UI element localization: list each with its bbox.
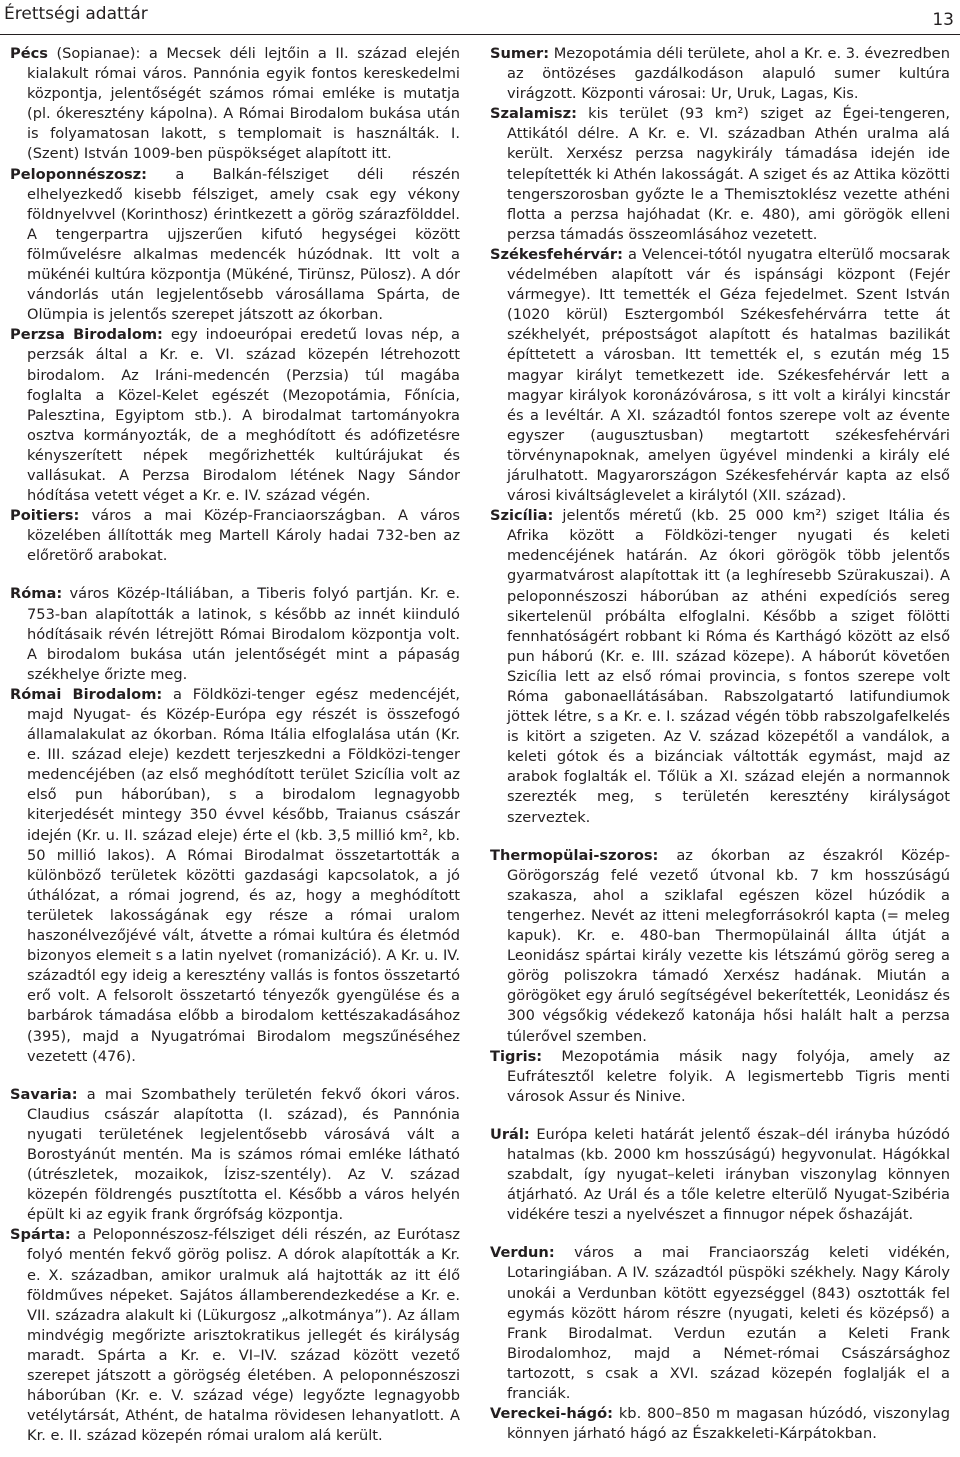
entry-definition: a Földközi-tenger egész medencéjét, majd Nyugat- és Közép-Európa egy részét is összefogó államalakulat az ókorban. Róma Itália elfoglalása után (Kr. e. III. század eleje) kezdett terjeszkedni a Földközi-tenger medencéjében (az első meghódított terület Szicília volt az első pun háborúban), s a birodalom legnagyobb kiterjedését mintegy 350 évvel később, Traianus császár idején (Kr. u. II. század eleje) érte el (kb. 3,5 millió km², kb. 50 millió lakos). A Római Birodalmat összetartották a különböző területek közötti gazdasági kapcsolatok, a jó úthálózat, a római jogrend, és az, hogy a meghódított területek lakosságának egy része a római uralom haszonélvezőjévé vált, átvette a római kultúra és életmód bizonyos elemeit s a latin nyelvet (romanizáció). A Kr. u. IV. századtól egy ideig a keresztény vallás is fontos összetartó erő volt. A felsorolt összetartó tényezők gyengülése és a barbárok támadása előbb a birodalom kettészakadásához (395), majd a Nyugatrómai Birodalom megszűnéséhez vezetett (476).	[27, 685, 461, 1065]
header-rule	[0, 34, 960, 35]
glossary-entry	[10, 685, 460, 1067]
glossary-entry	[490, 44, 950, 104]
entry-term: Vereckei-hágó:	[490, 1405, 613, 1423]
entry-term: Savaria:	[10, 1085, 78, 1103]
entry-definition: kis terület (93 km²) sziget az Égei-tengeren, Attikától délre. A Kr. e. VI. században Athén uralma alá került. Xerxész perzsa nagykirály támadása idején ide telepítették ki Athén lakosságát. A sziget és az Attika közötti tengerszorosban győzte le a Themisztoklész vezette athéni flotta a perzsa hajóhadat (Kr. e. 480), ami görögök elleni perzsa támadás összeomlásához vezetett.	[507, 105, 950, 243]
entry-definition: város a mai Közép-Franciaországban. A város közelében állították meg Martell Károly hadai 732-ben az előretörő arabokat.	[27, 507, 460, 565]
entry-definition: kb. 800–850 m magasan húzódó, viszonylag könnyen járható hágó az Északkeleti-Kárpátokban.	[507, 1405, 950, 1443]
entry-definition: Mezopotámia déli területe, ahol a Kr. e. 3. évezredben az öntözéses gazdálkodáson alapuló sumer kultúra virágzott. Központi városai: Ur, Uruk, Lagas, Kis.	[507, 45, 950, 103]
entry-term: Perzsa Birodalom:	[10, 326, 163, 344]
glossary-entry	[10, 506, 460, 566]
glossary-entry	[490, 1404, 950, 1444]
glossary-entry	[490, 245, 950, 506]
entry-term: Thermopülai-szoros:	[490, 846, 659, 864]
entry-definition: város a mai Franciaország keleti vidékén, Lotaringiában. A IV. századtól püspöki székhely. Nagy Károly unokái a Verdunban kötött egyezséggel (843) osztották fel egymás között három részre (nyugati, keleti és középső) a Frank Birodalmat. Verdun ezután a Keleti Frank Birodalomhoz, majd a Német-római Császársághoz tartozott, s csak a XVI. század közepén foglalják el a franciák.	[507, 1244, 950, 1402]
entry-term: Székesfehérvár:	[490, 245, 623, 263]
page-number: 13	[932, 10, 954, 30]
glossary-entry	[490, 1125, 950, 1225]
entry-term: Urál:	[490, 1125, 530, 1143]
glossary-entry	[10, 1085, 460, 1226]
entry-term: Tigris:	[490, 1047, 543, 1065]
entry-term: Peloponnészosz:	[10, 165, 147, 183]
entry-term: Sumer:	[490, 45, 550, 62]
entry-term: Szalamisz:	[490, 105, 577, 123]
entry-definition: Európa keleti határát jelentő észak–dél irányba húzódó hatalmas (kb. 2000 km hosszúságú) hegyvonulat. Hágókkal szabdalt, így nyugat–keleti irányban viszonylag könnyen átjárható. Az Urál és a tőle keletre elterülő Nyugat-Szibéria vidékére teszi a nyelvészet a finnugor népek őshazáját.	[507, 1125, 950, 1224]
glossary-entry	[490, 846, 950, 1047]
glossary-entry	[10, 325, 460, 506]
glossary-entry	[490, 1243, 950, 1404]
glossary-entry	[10, 1225, 460, 1446]
glossary-entry	[490, 1047, 950, 1107]
entry-term: Spárta:	[10, 1226, 71, 1244]
entry-term: Pécs	[10, 45, 48, 62]
glossary-entry	[10, 44, 460, 165]
entry-definition: a Balkán-félsziget déli részén elhelyezkedő kisebb félsziget, amely csak egy vékony földnyelvvel (Korinthosz) érintkezett a görög szárazfölddel. A tengerpartra ujjszerűen kifutó hegységei között fölművelésre alkalmas medencék húzódnak. Itt volt a mükénéi kultúra központja (Mükéné, Tirünsz, Pülosz). A dór vándorlás után legjelentősebb városállama Spárta, de Olümpia is jelentős szerepet játszott az ókorban.	[27, 165, 460, 324]
entry-term: Római Birodalom:	[10, 685, 163, 703]
left-column	[10, 44, 460, 1446]
entry-definition: egy indoeurópai eredetű lovas nép, a perzsák által a Kr. e. VI. század közepén létrehozott birodalom. Az Iráni-medencén (Perzsia) túl magába foglalta a Közel-Kelet egészét (Mezopotámia, Főnícia, Palesztina, Egyiptom stb.). A birodalmat tartományokra osztva kormányozták, de a meghódított és adófizetésre kényszerített népek megőrizhették kultúrájukat és vallásukat. A Perzsa Birodalom létének Nagy Sándor hódítása vetett véget a Kr. e. IV. század végén.	[27, 326, 460, 505]
entry-definition: város Közép-Itáliában, a Tiberis folyó partján. Kr. e. 753-ban alapították a latinok, s később az innét kiinduló hódításaik révén létrejött Római Birodalom központja volt. A birodalom bukása után jelentőségét mint a pápaság székhelye őrizte meg.	[27, 585, 460, 683]
entry-definition: Mezopotámia másik nagy folyója, amely az Eufrátesztől keletre folyik. A legismertebb Tigris menti városok Assur és Ninive.	[507, 1047, 950, 1105]
entry-definition: a Peloponnészosz-félsziget déli részén, az Eurótasz folyó mentén fekvő görög polisz. A dórok alapították a Kr. e. X. században, amikor uralmuk alá hajtották az itt élő földműves népeket. Sajátos államberendezkedése a Kr. e. VII. századra alakult ki (Lükurgosz „alkotmánya”). Az állam mindvégig megőrizte arisztokratikus jellegét és királyság maradt. Spárta a Kr. e. VI–IV. század között vezető szerepet játszott a görögség életében. A peloponnészoszi háborúban (Kr. e. V. század vége) legyőzte legnagyobb vetélytársát, Athént, de hatalma rövidesen lehanyatlott. A Kr. e. II. század közepén római uralom alá került.	[27, 1226, 460, 1445]
entry-term: Verdun:	[490, 1244, 555, 1262]
entry-term: Róma:	[10, 585, 63, 603]
entry-definition: az ókorban az északról Közép-Görögország felé vezető útvonal kb. 7 km hosszúságú szakasza, ahol a sziklafal egészen közel húzódik a tengerhez. Nevét az itteni melegforrásokról kapta (= meleg kapuk). Kr. e. 480-ban Thermopülainál állta útját a Leonidász spártai király vezette kis létszámú görög sereg a görög poliszokra támadó Xerxész hadának. Miután a görögöket egy áruló segítségével bekerítették, Leonidász és 300 végsőkig védekező katonája hősi halált halt a perzsa túlerővel szemben.	[507, 846, 950, 1045]
entry-term: Poitiers:	[10, 507, 80, 525]
glossary-entry	[490, 506, 950, 828]
entry-definition: a mai Szombathely területén fekvő ókori város. Claudius császár alapította (I. század), és Pannónia nyugati területének legjelentősebb városává vált a Borostyánút mentén. Ma is számos római emléke látható (útrészletek, mozaikok, Ízisz-szentély). Az V. század közepén földrengés pusztította el. Később a város helyén épült ki az egyik frank őrgrófság központja.	[27, 1085, 460, 1224]
glossary-entry	[10, 584, 460, 684]
glossary-entry	[10, 165, 460, 326]
entry-term: Szicília:	[490, 507, 554, 525]
entry-definition: (Sopianae): a Mecsek déli lejtőin a II. század elején kialakult római város. Pannónia egyik fontos kereskedelmi központja, jelentőségét számos római emléke is mutatja (pl. ókeresztény kápolna). A Római Birodalom bukása után is folyamatosan lakott, s templomait is használták. I. (Szent) István 1009-ben püspökséget alapított itt.	[27, 45, 460, 163]
running-title: Érettségi adattár	[4, 4, 148, 24]
page-header	[0, 0, 960, 36]
right-column	[490, 44, 950, 1444]
entry-definition: jelentős méretű (kb. 25 000 km²) sziget Itália és Afrika között a Földközi-tenger nyugati és keleti medencéjének határán. Az ókori görögök több jelentős gyarmatvárost alapítottak itt (a leghíresebb Szürakuszai). A peloponnészoszi háborúban az athéni expedíciós sereg sikertelenül próbálta elfoglalni. Később a sziget fölötti fennhatóságért robbant ki Róma és Karthágó között az első pun háború (Kr. e. III. század közepe). A háborút követően Szicília lett az első római provincia, s fontos szerepe volt Róma gabonaellátásában. Rabszolgatartó latifundiumok jöttek létre, s a Kr. e. I. század végén több rabszolgafelkelés is kitört a szigeten. Az V. század közepétől a vandálok, a keleti gótok és a bizánciak váltották egymást, majd az arabok foglalták el. Tőlük a XI. század elején a normannok szerezték meg, s területén keresztény királyságot szerveztek.	[507, 507, 950, 826]
entry-definition: a Velencei-tótól nyugatra elterülő mocsarak védelmében alapított vár és ispánsági központ (Fejér vármegye). Itt temették el Géza fejedelmet. Szent István (1020 körül) Esztergomból Székesfehérvárra tette át székhelyét, prépostságot alapított és hatalmas bazilikát építtetett a városban. Itt temették el, s ezután még 15 magyar királyt temetkezett ide. Székesfehérvár lett a magyar királyok koronázóvárosa, s itt volt a királyi kincstár és a levéltár. A XI. századtól fontos szerepe volt az évente egyszer (augusztusban) megtartott székesfehérvári törvénynapoknak, amelyen ügyével mindenki a király elé járulhatott. Magyarországon Székesfehérvár kapta az első városi kiváltságlevelet a királytól (XII. század).	[507, 245, 950, 505]
glossary-entry	[490, 104, 950, 245]
